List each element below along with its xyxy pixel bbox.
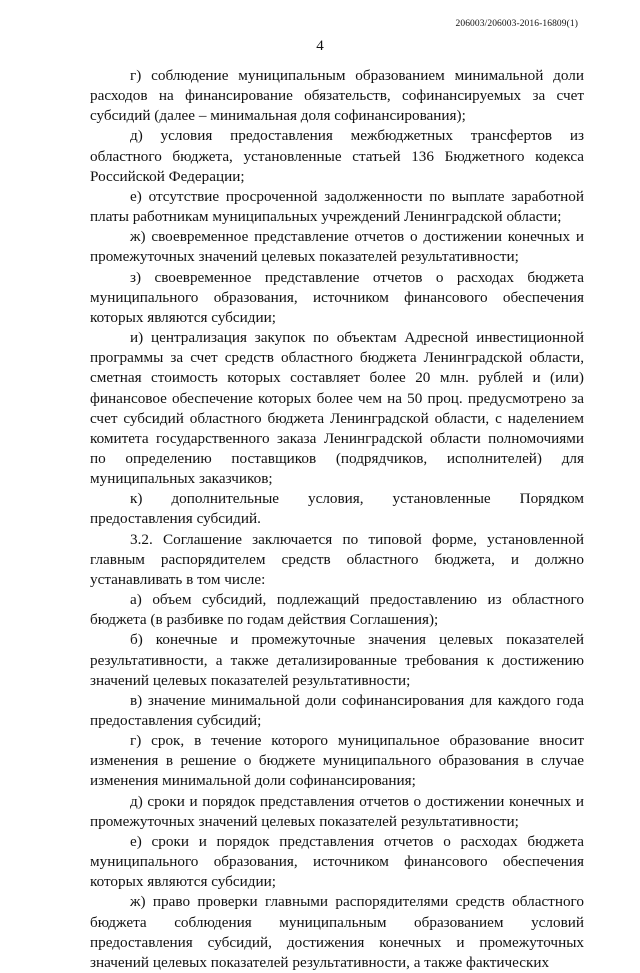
paragraph-d: д) условия предоставления межбюджетных трансфертов из областного бюджета, установленные статьей 136 Бюджетного кодекса Российской Федерации; (90, 127, 584, 185)
paragraph-g: г) соблюдение муниципальным образованием минимальной доли расходов на финансирование обязательств, софинансируемых за счет субсидий (далее – минимальная доля софинансирования); (90, 67, 584, 125)
paragraph-zh-2: ж) право проверки главными распорядителями средств областного бюджета соблюдения муниципальным образованием условий предоставления субсидий, достижения конечных и промежуточных значений целевых показателей результативности, а также фактических (90, 893, 584, 971)
paragraph-g-2: г) срок, в течение которого муниципальное образование вносит изменения в решение о бюджете муниципального образования в случае изменения минимальной доли софинансирования; (90, 732, 584, 790)
paragraph-3-2: 3.2. Соглашение заключается по типовой форме, установленной главным распорядителем средств областного бюджета, и должно устанавливать в том числе: (90, 530, 584, 588)
document-code: 206003/206003-2016-16809(1) (455, 19, 578, 29)
paragraph-e-2: е) сроки и порядок представления отчетов о расходах бюджета муниципального образования, источником финансового обеспечения которых являются субсидии; (90, 832, 584, 891)
paragraph-b: б) конечные и промежуточные значения целевых показателей результативности, а также детализированные требования к достижению значений целевых показателей результативности; (90, 631, 584, 689)
paragraph-i: и) централизация закупок по объектам Адресной инвестиционной программы за счет средств областного бюджета Ленинградской области, сметная стоимость которых составляет более 20 млн. рублей и (или) финансовое обеспечение которых более чем на 50 проц. предусмотрено за счет субсидий областного бюджета Ленинградской области, с наделением комитета государственного заказа Ленинградской области полномочиями по определению поставщиков (подрядчиков, исполнителей) для муниципальных заказчиков; (90, 329, 584, 488)
paragraph-v: в) значение минимальной доли софинансирования для каждого года предоставления субсидий; (90, 691, 584, 729)
paragraph-d-2: д) сроки и порядок представления отчетов о достижении конечных и промежуточных значений целевых показателей результативности; (90, 792, 584, 830)
document-body (90, 66, 584, 973)
paragraph-z: з) своевременное представление отчетов о расходах бюджета муниципального образования, источником финансового обеспечения которых являются субсидии; (90, 268, 584, 326)
paragraph-a: а) объем субсидий, подлежащий предоставлению из областного бюджета (в разбивке по годам действия Соглашения); (90, 591, 584, 629)
page-number: 4 (316, 38, 324, 54)
paragraph-zh: ж) своевременное представление отчетов о достижении конечных и промежуточных значений целевых показателей результативности; (90, 228, 584, 266)
paragraph-k: к) дополнительные условия, установленные Порядком предоставления субсидий. (90, 490, 584, 528)
paragraph-e: е) отсутствие просроченной задолженности по выплате заработной платы работникам муниципальных учреждений Ленинградской области; (90, 187, 584, 226)
